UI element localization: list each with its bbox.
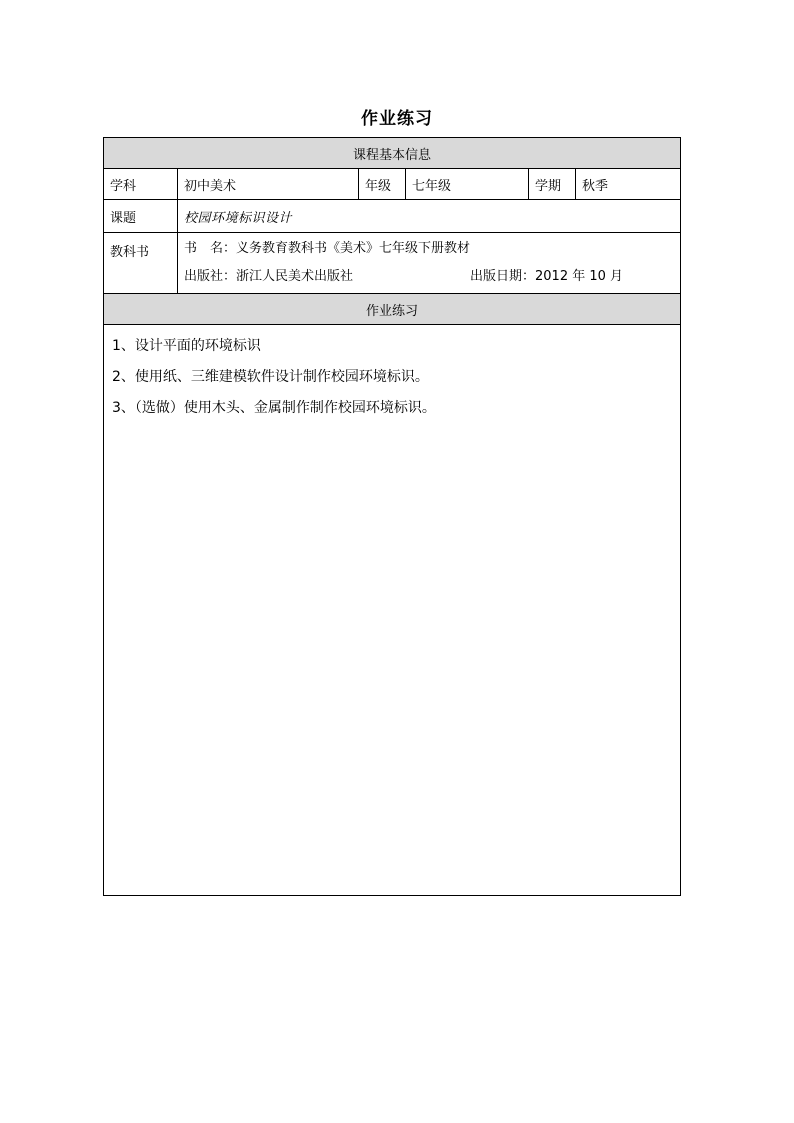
basic-info-row [104,169,681,200]
course-table [103,137,681,896]
homework-item: 1、设计平面的环境标识 [112,338,261,354]
homework-header-row [104,294,681,325]
book-name-value: 义务教育教科书《美术》七年级下册教材 [236,241,471,256]
pub-date-label: 出版日期： [470,269,536,284]
subject-value: 初中美术 [178,169,359,200]
homework-item: 3、（选做）使用木头、金属制作制作校园环境标识。 [112,400,436,416]
book-name-line [184,233,674,263]
homework-content [104,325,681,896]
subject-label: 学科 [104,169,178,200]
pub-date [470,263,623,291]
topic-row [104,200,681,233]
term-label: 学期 [529,169,576,200]
homework-row [104,325,681,896]
page-title: 作业练习 [361,109,433,129]
grade-label: 年级 [359,169,406,200]
publisher-value: 浙江人民美术出版社 [236,269,354,284]
pub-date-value: 2012 年 10 月 [535,269,624,284]
book-name-label: 书 名： [184,241,237,256]
textbook-details [178,233,681,294]
topic-value: 校园环境标识设计 [178,200,681,233]
homework-item: 2、使用纸、三维建模软件设计制作校园环境标识。 [112,369,429,385]
homework-header: 作业练习 [104,294,681,325]
textbook-row [104,233,681,294]
textbook-label: 教科书 [104,233,178,294]
publisher-label: 出版社： [184,269,237,284]
term-value: 秋季 [576,169,681,200]
course-info-header: 课程基本信息 [104,138,681,169]
grade-value: 七年级 [406,169,529,200]
topic-label: 课题 [104,200,178,233]
publisher-line [184,263,674,293]
course-info-header-row [104,138,681,169]
